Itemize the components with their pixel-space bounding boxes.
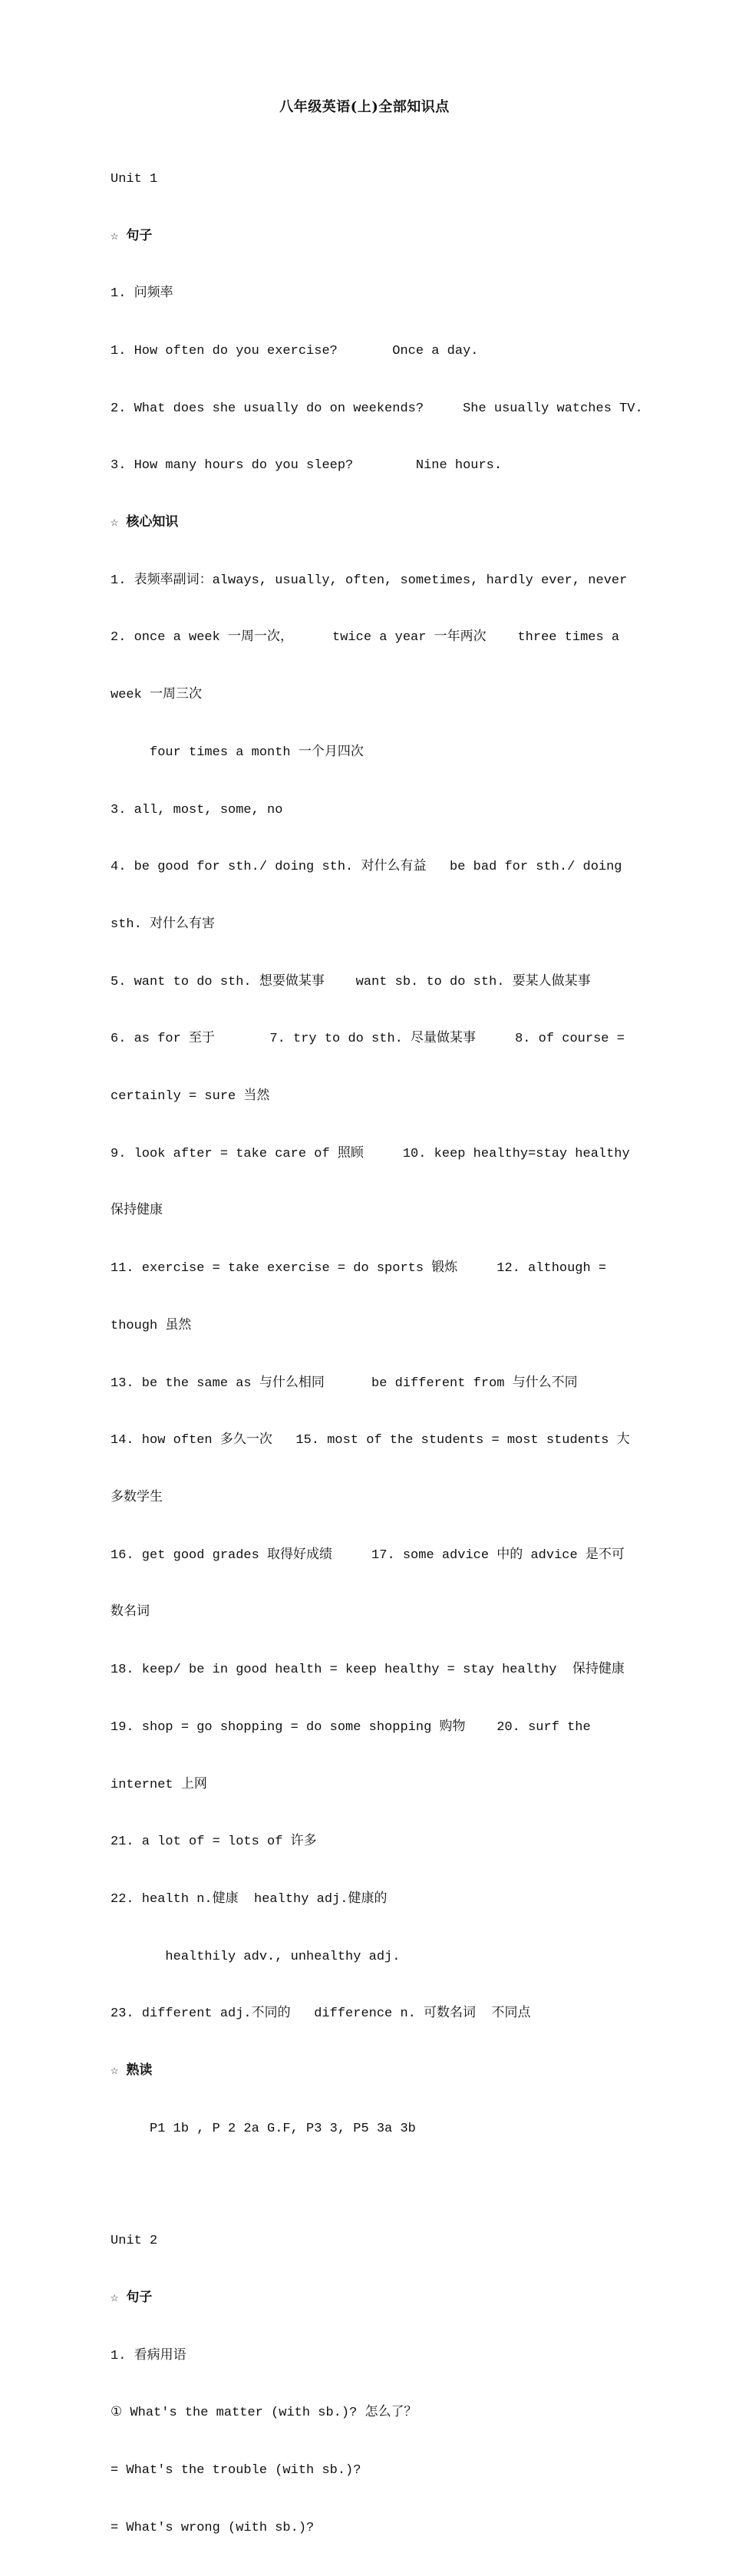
section-spacer xyxy=(111,2177,632,2194)
unit1-core-line: 14. how often 多久一次 15. most of the students = most students 大 xyxy=(111,1433,630,1448)
unit1-read-text: P1 1b , P 2 2a G.F, P3 3, P5 3a 3b xyxy=(111,2121,416,2136)
unit1-core-line: though 虽然 xyxy=(111,1318,192,1333)
unit1-core-heading: ☆ 核心知识 xyxy=(111,516,179,531)
unit1-core-line: 18. keep/ be in good health = keep healthy = stay healthy 保持健康 xyxy=(111,1663,625,1678)
unit2-sentence-line: = What's wrong (with sb.)? xyxy=(111,2520,315,2535)
unit1-core-line: healthily adv., unhealthy adj. xyxy=(111,1949,401,1964)
unit1-core-line: week 一周三次 xyxy=(111,688,203,703)
unit1-sentences-heading: ☆ 句子 xyxy=(111,229,153,244)
unit1-core-line: 数名词 xyxy=(111,1605,150,1620)
unit1-core-line: sth. 对什么有害 xyxy=(111,916,216,932)
unit1-core-line: 13. be the same as 与什么相同 be different from 与什么不同 xyxy=(111,1376,578,1391)
unit1-core-line: 16. get good grades 取得好成绩 17. some advice 中的 advice 是不可 xyxy=(111,1547,625,1563)
unit1-core-line: 3. all, most, some, no xyxy=(111,802,283,817)
unit1-core-line: 多数学生 xyxy=(111,1490,163,1505)
unit1-core-line: 9. look after = take care of 照顾 10. keep healthy=stay healthy xyxy=(111,1146,630,1161)
unit1-core-line: 1. 表频率副词：always, usually, often, sometimes, hardly ever, never xyxy=(111,573,628,588)
unit1-core-line: 保持健康 xyxy=(111,1204,163,1219)
unit2-sentence-line: = What's the trouble (with sb.)? xyxy=(111,2463,361,2479)
unit2-heading: Unit 2 xyxy=(111,2234,158,2249)
unit1-sentence-line: 2. What does she usually do on weekends? She usually watches TV. xyxy=(111,401,643,416)
unit1-core-line: four times a month 一个月四次 xyxy=(111,745,364,760)
unit1-core-line: certainly = sure 当然 xyxy=(111,1089,270,1105)
unit1-core-line: 22. health n.健康 healthy adj.健康的 xyxy=(111,1891,388,1907)
unit1-core-line: internet 上网 xyxy=(111,1777,207,1792)
unit1-core-line: 19. shop = go shopping = do some shopping 购物 20. surf the xyxy=(111,1719,591,1735)
document-body xyxy=(111,132,643,2576)
unit1-heading: Unit 1 xyxy=(111,171,158,187)
unit2-sentences-heading: ☆ 句子 xyxy=(111,2290,153,2306)
unit1-sentence-line: 3. How many hours do you sleep? Nine hours. xyxy=(111,458,503,474)
unit1-core-line: 6. as for 至于 7. try to do sth. 尽量做某事 8. of course = xyxy=(111,1032,625,1047)
unit1-sentence-line: 1. How often do you exercise? Once a day. xyxy=(111,343,479,358)
unit2-sentence-line: ① What's the matter (with sb.)? 怎么了？ xyxy=(111,2406,417,2421)
unit1-core-line: 11. exercise = take exercise = do sports 锻炼 12. although = xyxy=(111,1261,607,1276)
unit1-core-line: 2. once a week 一周一次， twice a year 一年两次 three times a xyxy=(111,630,620,646)
unit1-core-line: 4. be good for sth./ doing sth. 对什么有益 be bad for sth./ doing xyxy=(111,860,622,875)
unit1-read-heading: ☆ 熟读 xyxy=(111,2064,153,2079)
unit1-core-line: 23. different adj.不同的 difference n. 可数名词 不同点 xyxy=(111,2006,531,2022)
unit1-sentence-line: 1. 问频率 xyxy=(111,286,173,302)
unit1-core-line: 5. want to do sth. 想要做某事 want sb. to do sth. 要某人做某事 xyxy=(111,974,591,989)
unit2-sentence-line: 1. 看病用语 xyxy=(111,2348,186,2363)
unit1-core-line: 21. a lot of = lots of 许多 xyxy=(111,1835,317,1850)
document-title: 八年级英语(上)全部知识点 xyxy=(279,99,450,115)
